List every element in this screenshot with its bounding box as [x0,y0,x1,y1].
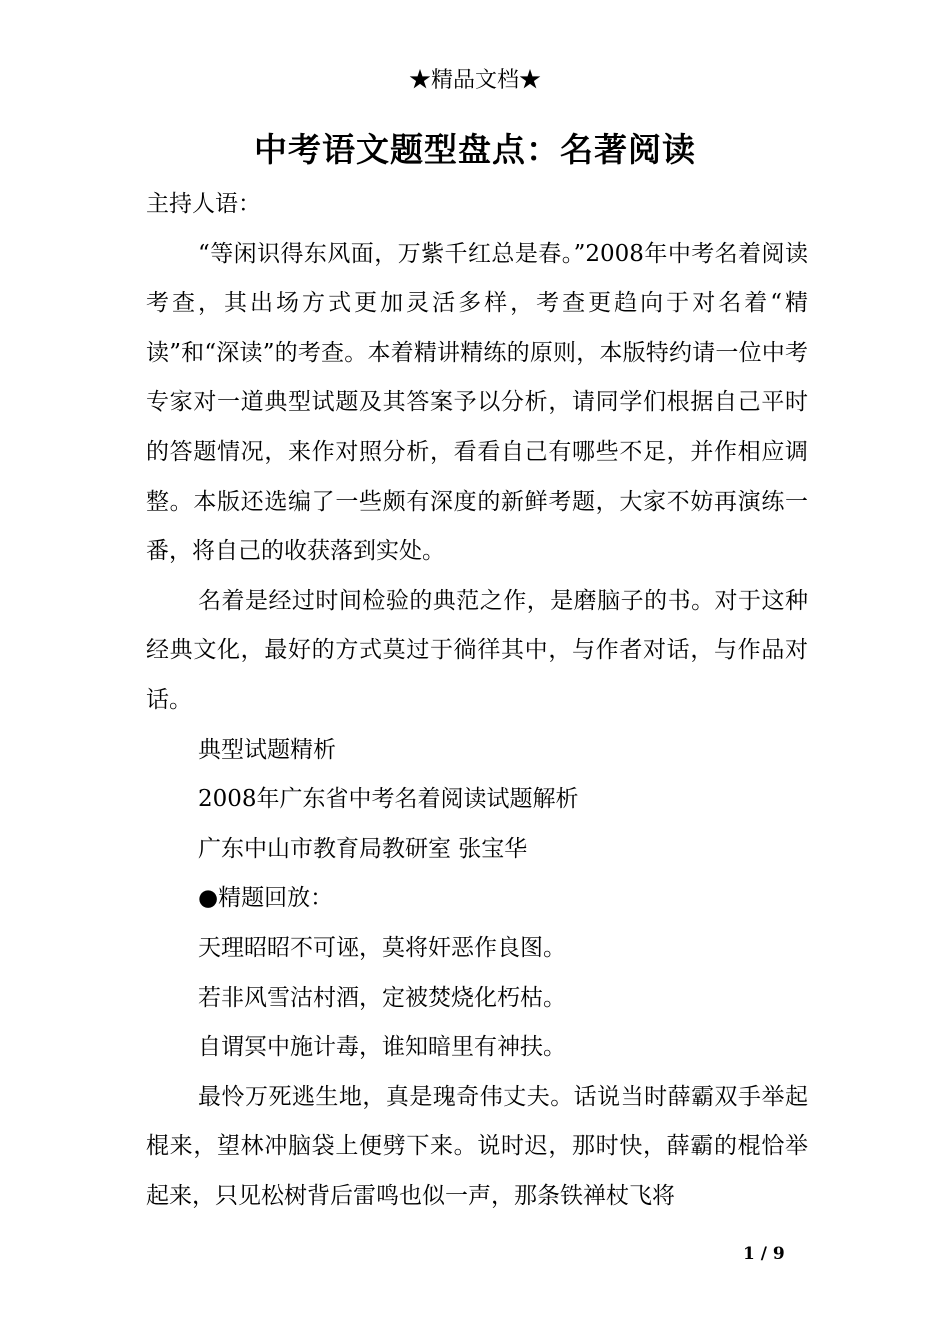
question-label: ●精题回放： [198,885,334,912]
host-label: 主持人语： [146,191,261,217]
section-heading: 典型试题精析 [198,736,336,763]
page-title: 中考语文题型盘点：名著阅读 [254,130,696,169]
page-header: ★精品文档★ [408,68,541,93]
page-number: 1 / 9 [743,1244,785,1264]
poem-line: 若非风雪沽村酒，定被焚烧化朽枯。 [198,984,566,1011]
paragraph-intro: “等闲识得东风面，万紫千红总是春。”2008年中考名着阅读考查，其出场方式更加灵活多样，考查更趋向于对名着“精读”和“深读”的考查。本着精讲精练的原则，本版特约请一位中考专家对一道典型试题及其答案予以分析，请同学们根据自己平时的答题情况，来作对照分析，看看自己有哪些不足，并作相应调整。本版还选编了一些颇有深度的新鲜考题，大家不妨再演练一番，将自己的收获落到实处。 [146,240,808,565]
author-line: 广东中山市教育局教研室 张宝华 [198,835,528,862]
poem-line: 自谓冥中施计毒，谁知暗里有神扶。 [198,1034,566,1061]
poem-line: 天理昭昭不可诬，莫将奸恶作良图。 [198,934,566,961]
paragraph-classics: 名着是经过时间检验的典范之作，是磨脑子的书。对于这种经典文化，最好的方式莫过于徜徉其中，与作者对话，与作品对话。 [146,587,808,713]
document-body [146,180,808,1221]
exam-subtitle: 2008年广东省中考名着阅读试题解析 [198,786,579,813]
paragraph-story: 最怜万死逃生地，真是瑰奇伟丈夫。话说当时薛霸双手举起棍来，望林冲脑袋上便劈下来。说时迟，那时快，薛霸的棍恰举起来，只见松树背后雷鸣也似一声，那条铁禅杖飞将 [146,1083,808,1209]
